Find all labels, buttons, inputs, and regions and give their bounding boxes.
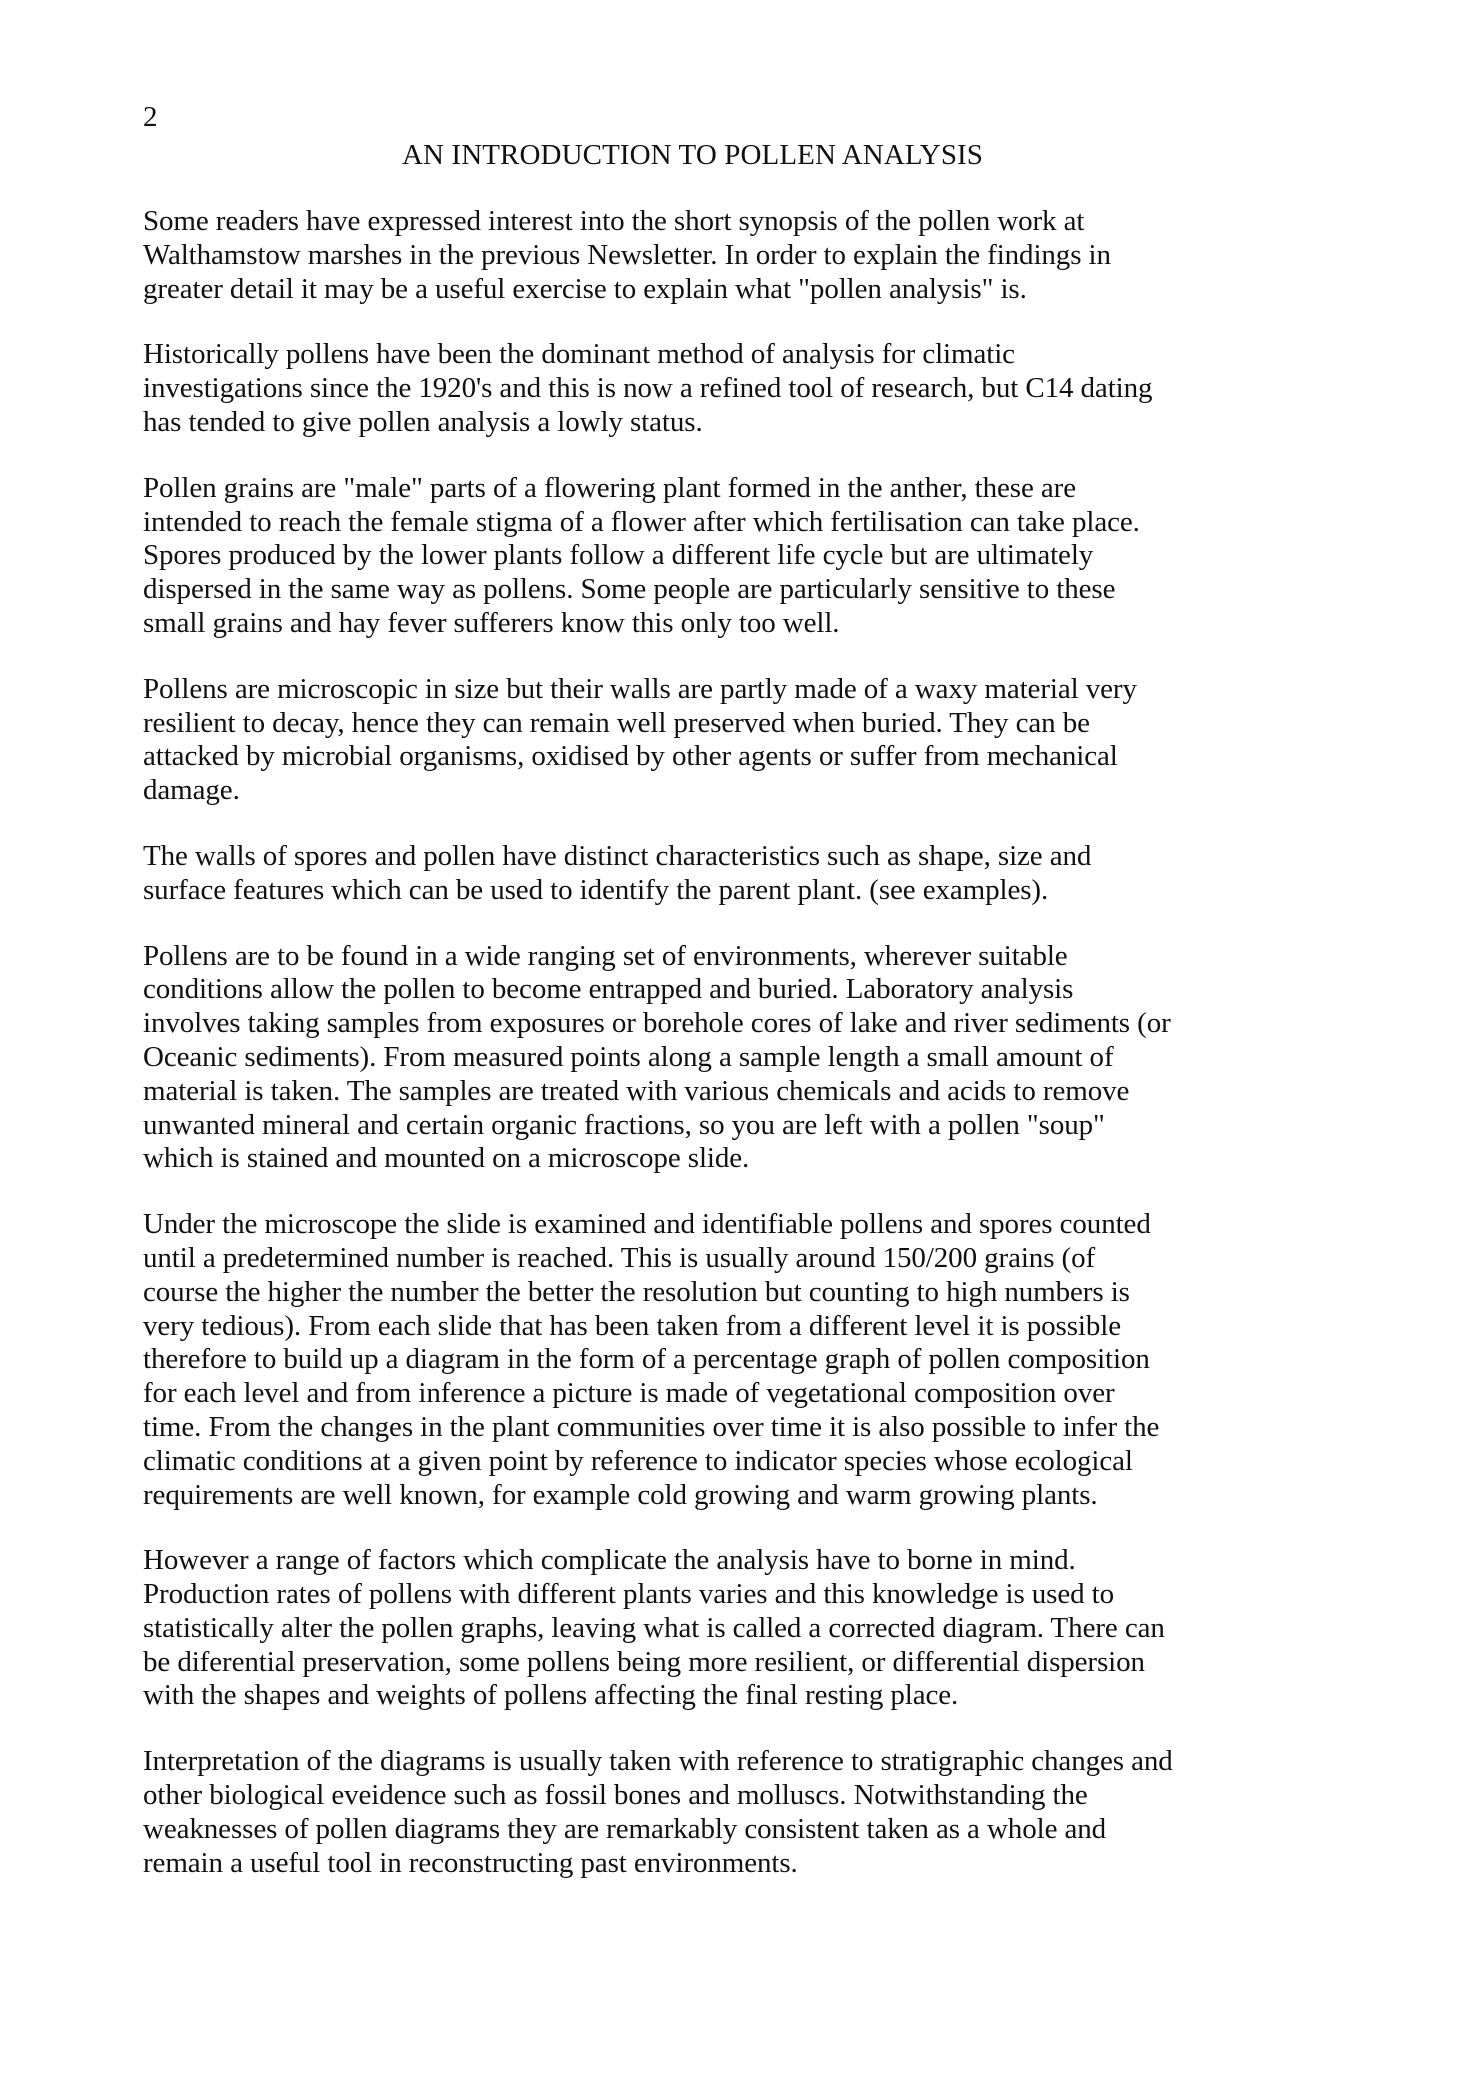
paragraph-environments: Pollens are to be found in a wide ranging set of environments, wherever suitable conditions allow the pollen to become entrapped and buried. Laboratory analysis involves taking samples from exposures or borehole cores of lake and river sediments (or Oceanic sediments). From measured points along a sample length a small amount of material is taken. The samples are treated with various chemicals and acids to remove unwanted mineral and certain organic fractions, so you are left with a pollen "soup" which is stained and mounted on a microscope slide. [143,939,1171,1175]
paragraph-interpretation: Interpretation of the diagrams is usually taken with reference to stratigraphic changes and other biological eveidence such as fossil bones and molluscs. Notwithstanding the weaknesses of pollen diagrams they are remarkably consistent taken as a whole and remain a useful tool in reconstructing past environments. [143,1745,1173,1879]
paragraph-identification: The walls of spores and pollen have distinct characteristics such as shape, size and surface features which can be used to identify the parent plant. (see examples). [143,839,1092,906]
paragraph-factors: However a range of factors which complicate the analysis have to borne in mind. Production rates of pollens with different plants varies and this knowledge is used to statistically alter the pollen graphs, leaving what is called a corrected diagram. There can be diferential preservation, some pollens being more resilient, or differential dispersion with the shapes and weights of pollens affecting the final resting place. [143,1544,1165,1712]
paragraph-pollen-grains: Pollen grains are "male" parts of a flowering plant formed in the anther, these are intended to reach the female stigma of a flower after which fertilisation can take place. Spores produced by the lower plants follow a different life cycle but are ultimately dispersed in the same way as pollens. Some people are particularly sensitive to these small grains and hay fever sufferers know this only too well. [143,471,1140,639]
paragraph-pollen-walls: Pollens are microscopic in size but their walls are partly made of a waxy material very resilient to decay, hence they can remain well preserved when buried. They can be attacked by microbial organisms, oxidised by other agents or suffer from mechanical damage. [143,672,1137,807]
paragraph-history: Historically pollens have been the dominant method of analysis for climatic investigations since the 1920's and this is now a refined tool of research, but C14 dating has tended to give pollen analysis a lowly status. [143,338,1153,438]
paragraph-microscope: Under the microscope the slide is examined and identifiable pollens and spores counted until a predetermined number is reached. This is usually around 150/200 grains (of course the higher the number the better the resolution but counting to high numbers is very tedious). From each slide that has been taken from a different level it is possible therefore to build up a diagram in the form of a percentage graph of pollen composition for each level and from inference a picture is made of vegetational composition over time. From the changes in the plant communities over time it is also possible to infer the climatic conditions at a given point by reference to indicator species whose ecological requirements are well known, for example cold growing and warm growing plants. [143,1208,1160,1511]
page-number: 2 [143,101,158,133]
paragraph-intro: Some readers have expressed interest into the short synopsis of the pollen work at Walthamstow marshes in the previous Newsletter. In order to explain the findings in greater detail it may be a useful exercise to explain what "pollen analysis" is. [143,205,1111,305]
page-title: AN INTRODUCTION TO POLLEN ANALYSIS [402,139,984,171]
document-page [143,100,1343,1880]
